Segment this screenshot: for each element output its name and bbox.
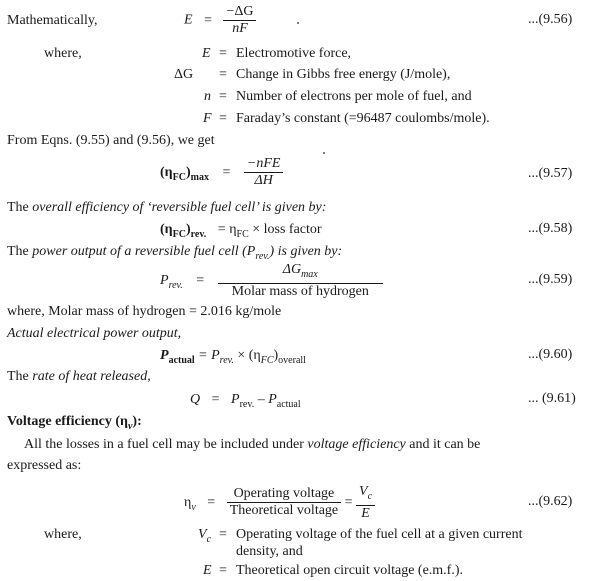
eq-numerator: Operating voltage xyxy=(233,486,335,502)
eq-number: ...(9.57) xyxy=(528,166,573,181)
section-heading xyxy=(7,413,142,435)
from-eqns-text: From Eqns. (9.55) and (9.56), we get xyxy=(7,133,215,148)
def-symbol: E xyxy=(203,563,212,578)
eq-overall-sub: overall xyxy=(278,354,306,366)
def-text: Theoretical open circuit voltage (e.m.f.). xyxy=(236,563,464,578)
text-prefix: The xyxy=(7,244,33,259)
para-italic: voltage efficiency xyxy=(307,437,406,452)
eq-denominator: ΔH xyxy=(244,172,284,189)
eq-lhs-close: ) xyxy=(185,164,191,180)
def-symbol: F xyxy=(203,111,212,126)
eq-lhs: (η xyxy=(160,164,173,180)
speck xyxy=(323,152,325,154)
eq-minus-p: – P xyxy=(257,392,277,407)
eq-numerator-2 xyxy=(356,484,375,505)
eq-equals: = xyxy=(207,495,216,511)
overall-efficiency-text xyxy=(7,199,326,216)
numerator-main: V xyxy=(359,484,368,499)
def-equals: = xyxy=(219,67,227,82)
def-equals: = xyxy=(219,527,227,542)
eq-lhs-sub: v xyxy=(191,501,196,513)
eq-p1-sub: rev. xyxy=(239,398,255,410)
italic-sub: rev. xyxy=(255,250,270,262)
eq-9-61 xyxy=(190,391,301,413)
eq-equals: = xyxy=(211,392,220,407)
eq-equals: = xyxy=(196,273,205,289)
para-text-b: and it can be xyxy=(405,437,481,452)
eq-lhs: P xyxy=(160,348,169,363)
eq-rhs-rest: × loss factor xyxy=(248,222,322,237)
eq-lhs: P xyxy=(160,273,169,289)
paragraph-line-1 xyxy=(24,436,480,453)
eq-lhs-tail: rev. xyxy=(190,228,207,240)
def-equals: = xyxy=(219,563,227,578)
text-prefix: The xyxy=(7,369,33,384)
eq-lhs-tail: max xyxy=(190,171,209,183)
eq-equals: = xyxy=(222,164,231,180)
italic-phrase: overall efficiency of ‘reversible fuel cell’ is given by: xyxy=(32,200,327,215)
def-text: Change in Gibbs free energy (J/mole), xyxy=(236,67,451,82)
eq-numerator xyxy=(218,262,383,283)
eq-number: ...(9.58) xyxy=(528,221,573,236)
eq-fraction xyxy=(218,262,383,300)
paragraph-line-2: expressed as: xyxy=(7,458,82,473)
def-symbol xyxy=(198,526,211,548)
molar-mass-text: where, Molar mass of hydrogen = 2.016 kg/mole xyxy=(7,304,282,319)
eq-mid: × (η xyxy=(233,348,261,363)
eq-number: ...(9.59) xyxy=(528,272,573,287)
def-symbol: ΔG xyxy=(174,67,194,82)
where-label: where, xyxy=(44,46,82,61)
eq-fraction xyxy=(244,156,284,189)
eq-9-58 xyxy=(160,221,322,243)
eq-lhs-sub: FC xyxy=(172,171,186,183)
eq-denominator-2: E xyxy=(356,505,375,522)
symbol-main: V xyxy=(198,527,207,542)
eq-denominator: nF xyxy=(223,20,256,37)
eq-lhs: E xyxy=(184,12,193,28)
def-equals: = xyxy=(219,111,227,126)
symbol-sub: c xyxy=(206,533,212,545)
eq-9-62 xyxy=(184,484,375,522)
mathematically-label: Mathematically, xyxy=(7,13,98,28)
def-text: Operating voltage of the fuel cell at a given current xyxy=(236,527,523,542)
eq-rhs-sub: FC xyxy=(236,228,249,240)
numerator-sub: max xyxy=(301,268,318,280)
eq-p2-sub: actual xyxy=(276,398,301,410)
eq-denominator: Theoretical voltage xyxy=(227,502,341,519)
def-symbol: E xyxy=(202,46,211,61)
eq-lhs-sub: FC xyxy=(172,228,186,240)
eq-rhs-p: = P xyxy=(198,348,220,363)
italic-phrase: rate of heat released, xyxy=(32,369,151,384)
heading-text: Voltage efficiency (η xyxy=(7,414,128,429)
def-equals: = xyxy=(219,89,227,104)
eq-number: ...(9.62) xyxy=(528,494,573,509)
eq-lhs-sub: actual xyxy=(168,354,195,366)
para-text-a: All the losses in a fuel cell may be included under xyxy=(24,437,308,452)
eq-equals: = xyxy=(204,12,212,28)
eq-numerator: −nFE xyxy=(246,156,281,171)
eq-lhs: Q xyxy=(190,392,201,407)
eq-number: ... (9.61) xyxy=(528,391,576,406)
def-text-continued: density, and xyxy=(236,544,303,559)
def-text: Number of electrons per mole of fuel, and xyxy=(236,89,472,104)
eq-rhs-eta: = η xyxy=(217,222,237,237)
eq-9-60 xyxy=(160,347,306,369)
def-symbol: n xyxy=(204,89,211,104)
actual-power-label: Actual electrical power output, xyxy=(7,326,182,341)
eq-number: ...(9.60) xyxy=(528,347,573,362)
eq-number: ...(9.56) xyxy=(528,12,573,27)
eq-denominator: Molar mass of hydrogen xyxy=(218,283,383,300)
heat-text xyxy=(7,368,151,385)
eq-fc-sub: FC xyxy=(260,354,274,366)
eq-close: ) xyxy=(273,348,279,363)
eq-9-56 xyxy=(184,4,256,37)
eq-fraction xyxy=(223,4,256,37)
def-equals: = xyxy=(219,46,227,61)
italic-phrase-end: ) is given by: xyxy=(269,244,343,259)
eq-lhs-sub: rev. xyxy=(168,279,183,291)
speck xyxy=(297,22,299,24)
text-prefix: The xyxy=(7,200,33,215)
def-text: Faraday’s constant (=96487 coulombs/mole). xyxy=(236,111,490,126)
eq-fraction-2 xyxy=(356,484,375,522)
def-text: Electromotive force, xyxy=(236,46,352,61)
eq-rev-sub: rev. xyxy=(219,354,234,366)
where-label: where, xyxy=(44,527,82,542)
heading-close: ): xyxy=(132,414,142,429)
eq-equals-2: = xyxy=(344,495,353,511)
eq-9-59 xyxy=(160,262,383,300)
italic-phrase: power output of a reversible fuel cell (P xyxy=(32,244,256,259)
eq-lhs: (η xyxy=(160,222,173,237)
eq-lhs: η xyxy=(184,495,192,511)
heading-sub: v xyxy=(127,420,133,432)
numerator-main: ΔG xyxy=(282,262,302,277)
eq-9-57 xyxy=(160,156,283,189)
eq-numerator: −ΔG xyxy=(226,4,254,19)
eq-fraction xyxy=(227,486,341,519)
eq-p1: P xyxy=(231,392,240,407)
eq-lhs-close: ) xyxy=(185,222,191,237)
numerator-sub: c xyxy=(367,490,373,502)
